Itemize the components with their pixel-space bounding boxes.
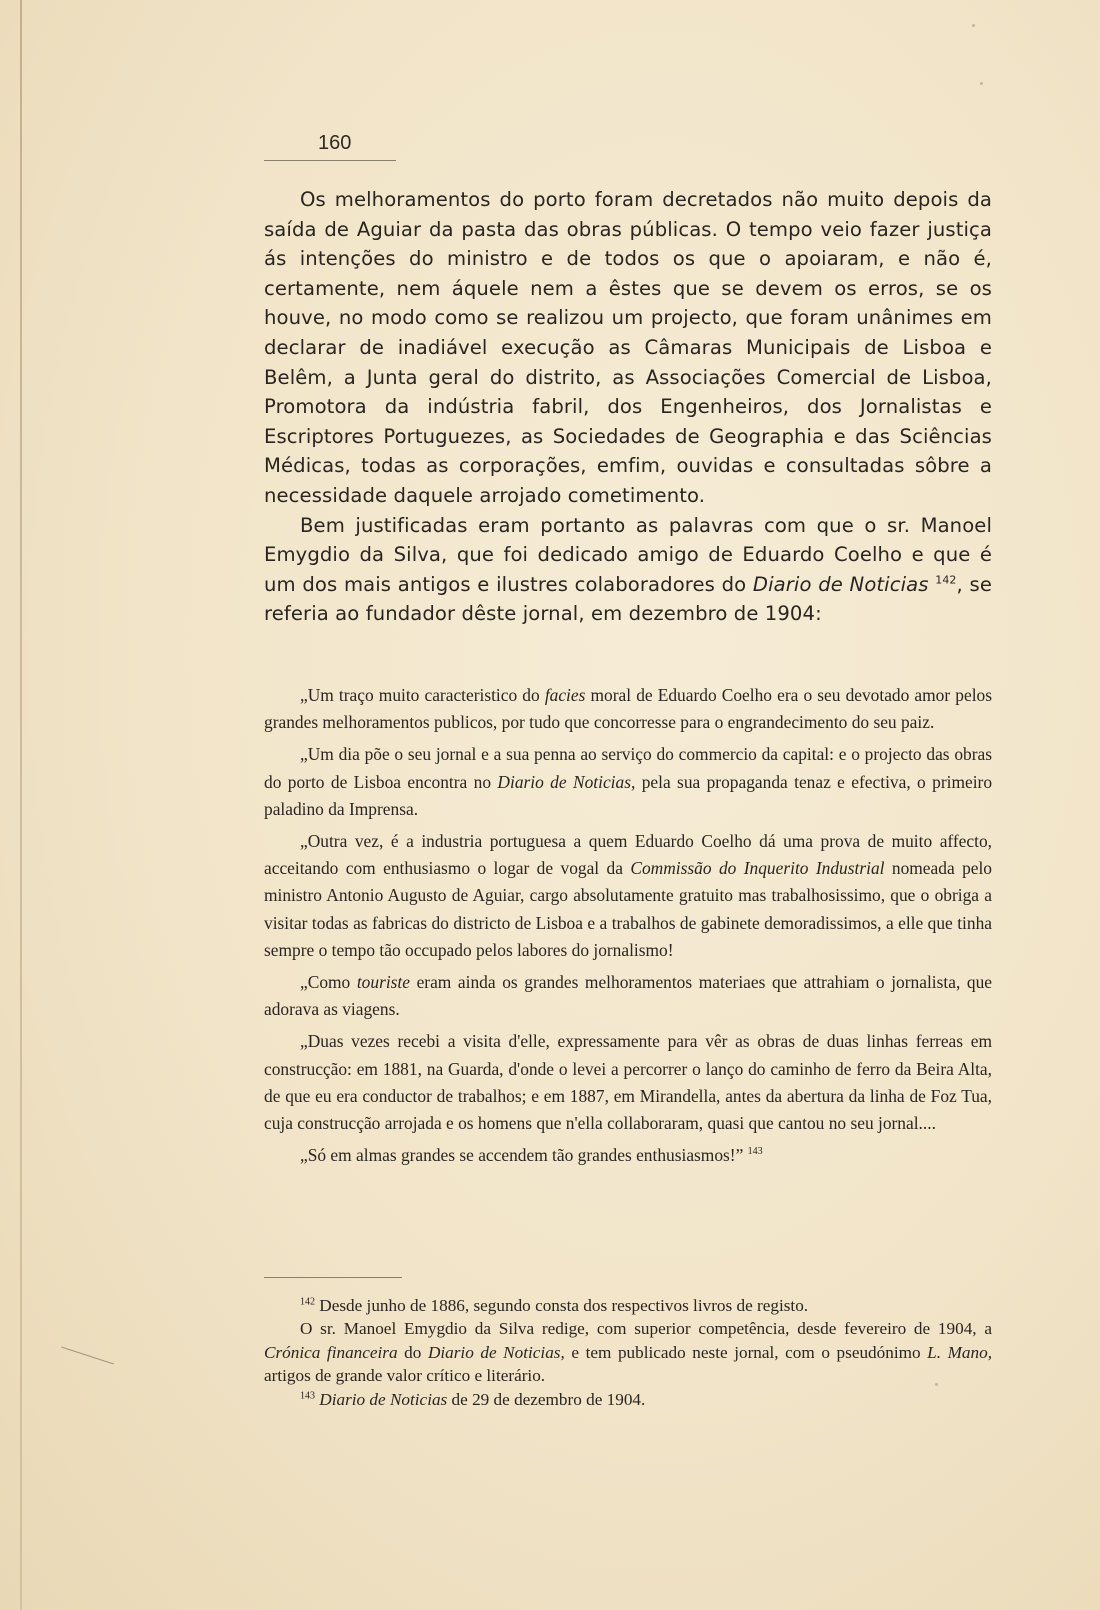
italic-title: Diario de Noticias [752,572,929,596]
quote-paragraph [264,1142,992,1169]
paragraph [264,511,992,629]
text-run: „Um traço muito caracteristico do [300,685,545,705]
text-run: de 29 de dezembro de 1904. [447,1389,646,1409]
page-number: 160 [318,132,352,154]
footnote-number: 143 [300,1389,315,1401]
paper-speck [980,82,983,85]
text-run: pela sua propaganda tenaz e efectiva, o primeiro paladino da Imprensa. [264,771,993,819]
paper-speck [972,24,975,27]
page-fold-line [20,0,22,1610]
footnotes [264,1294,992,1411]
footnote [264,1294,992,1317]
stray-mark [61,1347,114,1365]
text-run: moral de Eduardo Coelho era o seu devotado amor pelos grandes melhoramentos publicos, por tudo que concorresse para o engrandecimento do seu paiz. [264,685,992,733]
footnote-ref[interactable]: 143 [747,1146,763,1158]
header-rule [264,160,396,161]
footnote-ref[interactable]: 142 [935,573,957,587]
quote-paragraph [264,741,992,823]
text-run: „Como [300,972,357,993]
footnote-rule [264,1277,402,1278]
text-run: „Um dia põe o seu jornal e a sua penna ao serviço do commercio da capital: e o projecto das obras do porto de Lisboa encontra no [264,744,992,792]
italic-pseudonym: L. Mano, [927,1342,992,1362]
text-run: „Outra vez, é a industria portuguesa a quem Eduardo Coelho dá uma prova de muito affecto, acceitando com enthusiasmo o logar de vogal da [264,831,992,879]
text-run: eram ainda os grandes melhoramentos materiaes que attrahiam o jornalista, que adorava as viagens. [264,972,992,1020]
italic-term: touriste [356,972,410,993]
quote-paragraph [264,969,992,1023]
block-quotation [264,682,992,1174]
text-run: , se referia ao fundador dêste jornal, em dezembro de 1904: [264,572,992,626]
footnote-number: 142 [300,1296,315,1308]
text-run: O sr. Manoel Emygdio da Silva redige, com superior competência, desde fevereiro de 1904, a [300,1319,992,1339]
italic-title: Diario de Noticias [319,1389,448,1409]
footnote-continuation [264,1317,992,1387]
italic-title: Diario de Noticias, [427,1342,565,1362]
italic-term: facies [544,685,586,705]
text-run: nomeada pelo ministro Antonio Augusto de Aguiar, cargo absolutamente gratuito mas trabalhosissimo, que o obriga a visitar todas as fabricas do districto de Lisboa e a trabalhos de gabinete demoradissimos, a elle que tinha sempre o tempo tão occupado pelos labores do jornalismo! [264,858,993,960]
quote-paragraph [264,682,992,736]
italic-title: Crónica financeira [264,1342,398,1362]
text-run: e tem publicado neste jornal, com o pseudónimo [564,1342,928,1362]
footnote [264,1388,992,1411]
text-run: Bem justificadas eram portanto as palavras com que o sr. Manoel Emygdio da Silva, que foi dedicado amigo de Eduardo Coelho e que é um dos mais antigos e ilustres colaboradores do [264,513,992,596]
text-run: „Só em almas grandes se accendem tão grandes enthusiasmos!” [300,1145,744,1166]
text-run: artigos de grande valor crítico e literário. [264,1366,546,1386]
quote-paragraph: „Duas vezes recebi a visita d'elle, expressamente para vêr as obras de duas linhas ferreas em construcção: em 1881, na Guarda, d'onde o levei a percorrer o lanço do caminho de ferro da Beira Alta, de que eu era conductor de trabalhos; e em 1887, em Mirandella, antes da abertura da linha de Foz Tua, cuja construcção arrojada e os homens que n'ella collaboraram, quasi que cantou no seu jornal.... [264,1031,992,1134]
main-text [264,185,992,629]
text-run: do [397,1342,428,1362]
quote-paragraph [264,828,992,964]
italic-title: Commissão do Inquerito Industrial [630,858,885,879]
italic-title: Diario de Noticias, [497,771,636,792]
paragraph: Os melhoramentos do porto foram decretados não muito depois da saída de Aguiar da pasta das obras públicas. O tempo veio fazer justiça ás intenções do ministro e de todos os que o apoiaram, e não é, certamente, nem áquele nem a êstes que se devem os erros, se os houve, no modo como se realizou um projecto, que foram unânimes em declarar de inadiável execução as Câmaras Municipais de Lisboa e Belêm, a Junta geral do distrito, as Associações Comercial de Lisboa, Promotora da indústria fabril, dos Engenheiros, dos Jornalistas e Escriptores Portuguezes, as Sociedades de Geographia e das Sciências Médicas, todas as corporações, emfim, ouvidas e consultadas sôbre a necessidade daquele arrojado cometimento. [264,188,992,507]
text-run: Desde junho de 1886, segundo consta dos respectivos livros de registo. [315,1296,809,1315]
